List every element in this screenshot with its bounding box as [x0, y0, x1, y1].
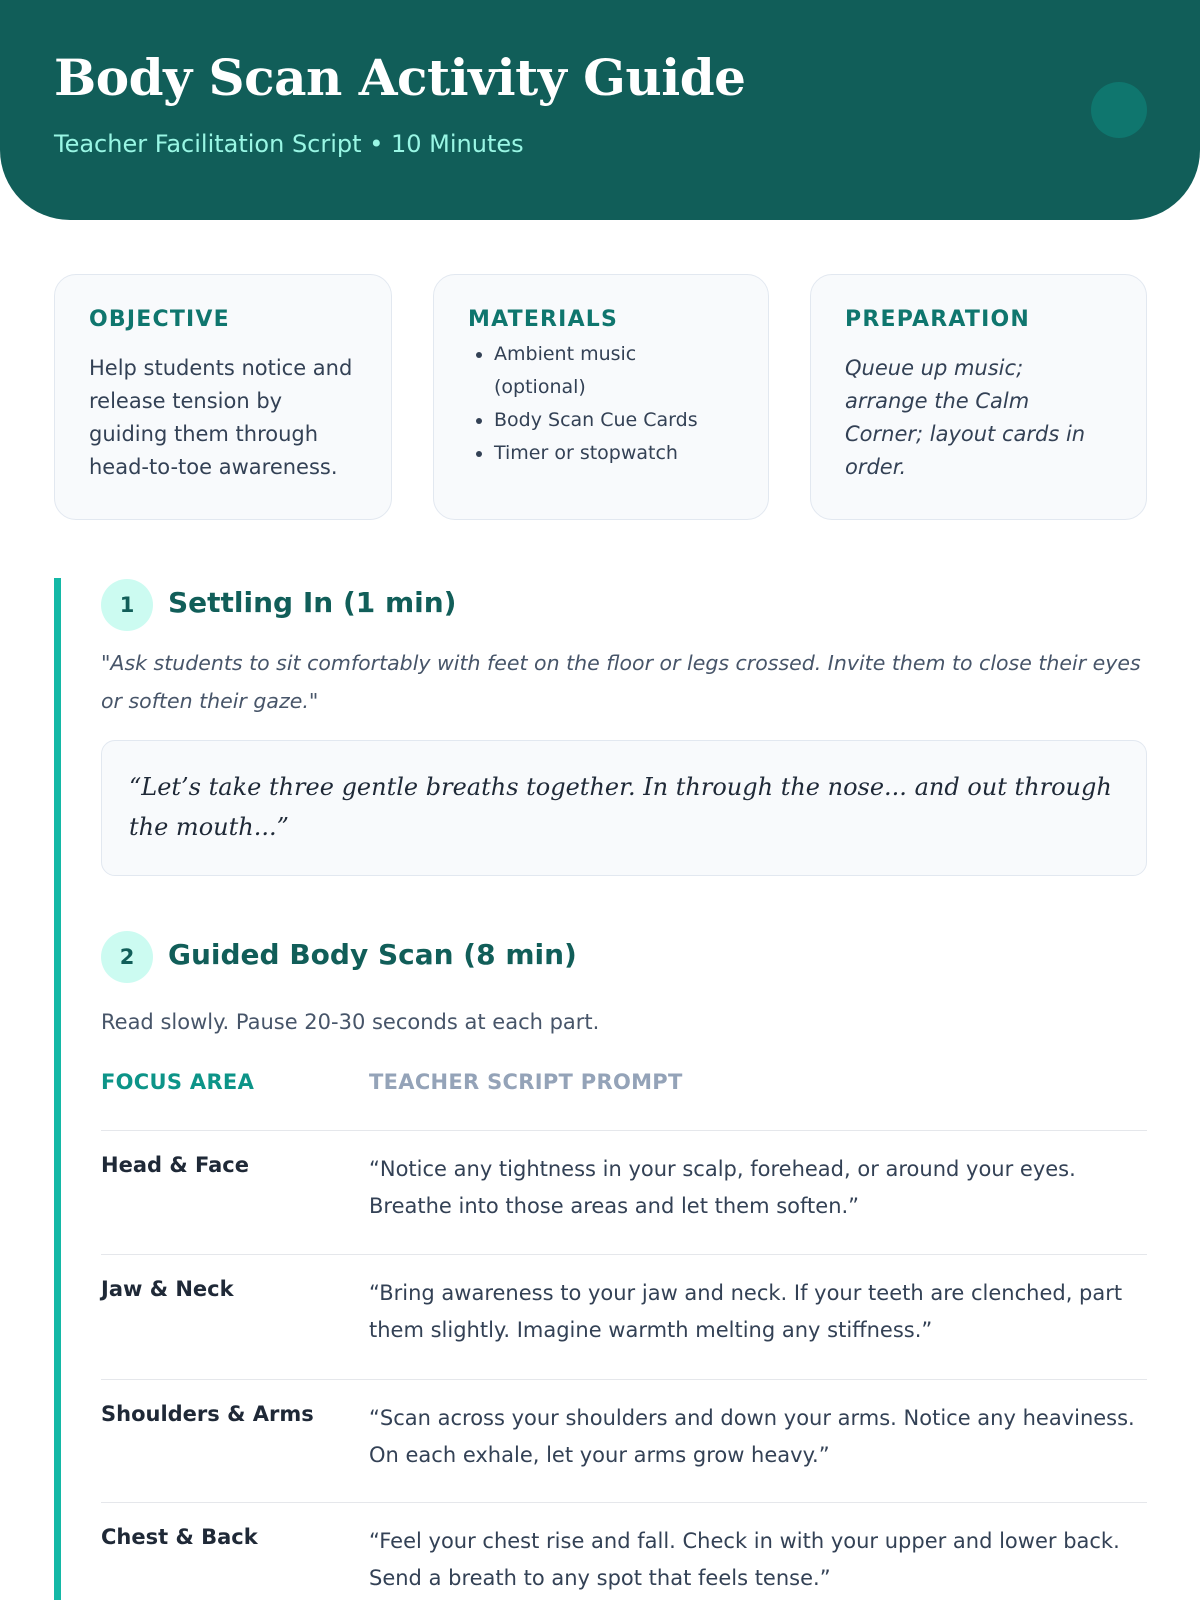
step-note: "Ask students to sit comfortably with feet on the floor or legs crossed. Invite them to close their eyes or soften their gaze."	[101, 651, 1141, 713]
script-prompt-cell: “Bring awareness to your jaw and neck. If your teeth are clenched, part them slightly. Imagine warmth melting any stiffness.”	[369, 1281, 1123, 1342]
step-number-badge: 2	[101, 931, 153, 983]
focus-area-cell: Chest & Back	[101, 1525, 258, 1549]
decorative-circle-icon	[1091, 82, 1147, 138]
preparation-heading: PREPARATION	[845, 307, 1030, 332]
materials-list	[468, 338, 734, 470]
materials-card	[433, 274, 769, 520]
table-header-script-prompt: TEACHER SCRIPT PROMPT	[369, 1070, 683, 1094]
timeline-bar	[54, 578, 61, 1600]
table-header-focus-area: FOCUS AREA	[101, 1070, 255, 1094]
materials-heading: MATERIALS	[468, 307, 619, 332]
script-quote-box	[101, 740, 1147, 876]
step-note: Read slowly. Pause 20-30 seconds at each part.	[101, 1010, 600, 1034]
table-row	[101, 1254, 1147, 1380]
objective-heading: OBJECTIVE	[89, 307, 230, 332]
materials-item: • Timer or stopwatch	[494, 437, 734, 470]
preparation-text: Queue up music; arrange the Calm Corner; layout cards in order.	[845, 356, 1086, 479]
script-quote: “Let’s take three gentle breaths together. In through the nose... and out through the mouth...”	[129, 773, 1112, 841]
table-row	[101, 1502, 1147, 1601]
script-prompt-cell: “Scan across your shoulders and down your arms. Notice any heaviness. On each exhale, let your arms grow heavy.”	[369, 1406, 1135, 1467]
materials-item: • Ambient music (optional)	[494, 338, 734, 404]
focus-area-cell: Jaw & Neck	[101, 1277, 234, 1301]
script-prompt-cell: “Notice any tightness in your scalp, forehead, or around your eyes. Breathe into those areas and let them soften.”	[369, 1157, 1076, 1218]
preparation-card	[810, 274, 1147, 520]
step-number-badge: 1	[101, 579, 153, 631]
table-row	[101, 1379, 1147, 1503]
table-row	[101, 1130, 1147, 1255]
step-title: Settling In (1 min)	[168, 586, 457, 619]
objective-card	[54, 274, 392, 520]
page-subtitle: Teacher Facilitation Script • 10 Minutes	[54, 130, 524, 158]
script-prompt-cell: “Feel your chest rise and fall. Check in with your upper and lower back. Send a breath to any spot that feels tense.”	[369, 1529, 1120, 1590]
page-title: Body Scan Activity Guide	[54, 48, 746, 107]
step-title: Guided Body Scan (8 min)	[168, 938, 577, 971]
materials-item: • Body Scan Cue Cards	[494, 404, 734, 437]
focus-area-cell: Head & Face	[101, 1153, 249, 1177]
objective-text: Help students notice and release tension by guiding them through head-to-toe awareness.	[89, 356, 353, 479]
page-header	[0, 0, 1200, 220]
focus-area-cell: Shoulders & Arms	[101, 1402, 314, 1426]
